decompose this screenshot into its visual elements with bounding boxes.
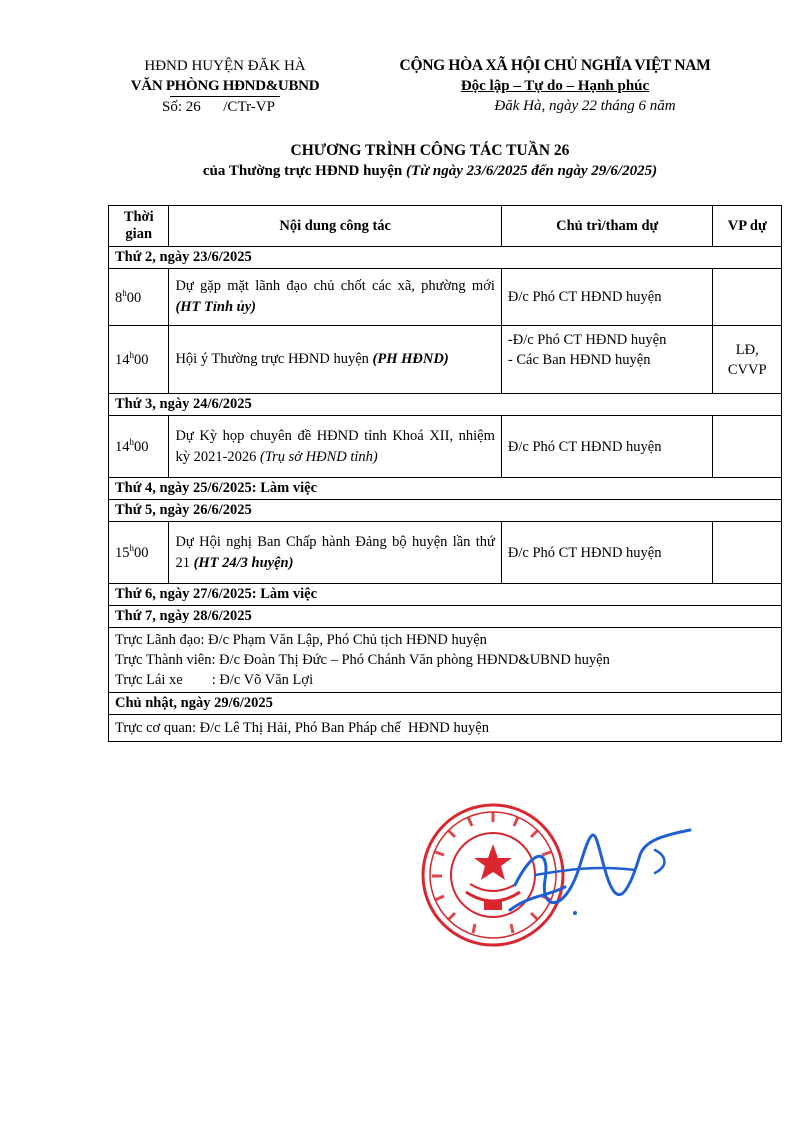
content-cell: Dự Hội nghị Ban Chấp hành Đảng bộ huyện lần thứ 21 (HT 24/3 huyện) bbox=[169, 522, 501, 584]
org-line-1: HĐND HUYỆN ĐĂK HÀ bbox=[144, 58, 306, 74]
table-row bbox=[109, 269, 782, 326]
day-label: Thứ 3, ngày 24/6/2025 bbox=[109, 394, 782, 416]
header-vp: VP dự bbox=[713, 206, 782, 247]
header-content: Nội dung công tác bbox=[169, 206, 501, 247]
time-cell: 14$^h$00 bbox=[109, 326, 169, 394]
duty-line: Trực Thành viên: Đ/c Đoàn Thị Đức – Phó Chánh Văn phòng HĐND&UBND huyện bbox=[115, 652, 610, 668]
org-line-2: VĂN PHÒNG HĐND&UBND bbox=[130, 78, 320, 94]
day-label: Chủ nhật, ngày 29/6/2025 bbox=[109, 693, 782, 715]
vp-cell bbox=[713, 416, 782, 478]
duty-cell bbox=[109, 628, 782, 693]
time-cell: 15$^h$00 bbox=[109, 522, 169, 584]
subtitle-range: (Từ ngày 23/6/2025 đến ngày 29/6/2025) bbox=[406, 163, 658, 179]
document-title: CHƯƠNG TRÌNH CÔNG TÁC TUẦN 26 bbox=[290, 142, 570, 159]
document-subtitle bbox=[0, 161, 800, 182]
table-header-row bbox=[109, 206, 782, 247]
nation-name: CỘNG HÒA XÃ HỘI CHỦ NGHĨA VIỆT NAM bbox=[399, 57, 711, 74]
doc-no-label: Số: 26 bbox=[162, 99, 201, 115]
day-label: Thứ 5, ngày 26/6/2025 bbox=[109, 500, 782, 522]
day-row bbox=[109, 247, 782, 269]
day-label: Thứ 6, ngày 27/6/2025: Làm việc bbox=[109, 584, 782, 606]
vp-cell bbox=[713, 269, 782, 326]
header-chair: Chủ trì/tham dự bbox=[501, 206, 713, 247]
table-row bbox=[109, 416, 782, 478]
duty-cell bbox=[109, 715, 782, 742]
schedule-table bbox=[108, 205, 782, 742]
day-label: Thứ 7, ngày 28/6/2025 bbox=[109, 606, 782, 628]
issue-date: Đăk Hà, ngày 22 tháng 6 năm bbox=[494, 98, 676, 114]
duty-line: Trực cơ quan: Đ/c Lê Thị Hải, Phó Ban Pháp chế HĐND huyện bbox=[115, 720, 489, 736]
day-row bbox=[109, 693, 782, 715]
document-number bbox=[105, 97, 345, 117]
day-row bbox=[109, 606, 782, 628]
day-row bbox=[109, 584, 782, 606]
vp-cell: LĐ, CVVP bbox=[713, 326, 782, 394]
time-cell: 8$^h$00 bbox=[109, 269, 169, 326]
duty-line: Trực Lái xe : Đ/c Võ Văn Lợi bbox=[115, 672, 314, 688]
vp-cell bbox=[713, 522, 782, 584]
national-header bbox=[360, 56, 750, 116]
time-cell: 14$^h$00 bbox=[109, 416, 169, 478]
signature-icon bbox=[505, 825, 705, 925]
chair-cell: Đ/c Phó CT HĐND huyện bbox=[501, 522, 713, 584]
chair-cell: Đ/c Phó CT HĐND huyện bbox=[501, 416, 713, 478]
issuing-organization bbox=[105, 56, 345, 117]
table-row bbox=[109, 628, 782, 693]
day-row bbox=[109, 478, 782, 500]
table-row bbox=[109, 715, 782, 742]
duty-line: Trực Lãnh đạo: Đ/c Phạm Văn Lập, Phó Chủ tịch HĐND huyện bbox=[115, 632, 487, 648]
table-row bbox=[109, 522, 782, 584]
day-label: Thứ 4, ngày 25/6/2025: Làm việc bbox=[109, 478, 782, 500]
content-cell: Dự gặp mặt lãnh đạo chủ chốt các xã, phường mới (HT Tỉnh ủy) bbox=[169, 269, 501, 326]
day-row bbox=[109, 500, 782, 522]
national-motto: Độc lập – Tự do – Hạnh phúc bbox=[460, 78, 650, 94]
header-time: Thời gian bbox=[109, 206, 169, 247]
day-label: Thứ 2, ngày 23/6/2025 bbox=[109, 247, 782, 269]
content-cell: Hội ý Thường trực HĐND huyện (PH HĐND) bbox=[169, 326, 501, 394]
doc-no-suffix: /CTr-VP bbox=[223, 99, 275, 115]
subtitle-main: của Thường trực HĐND huyện bbox=[202, 163, 403, 179]
day-row bbox=[109, 394, 782, 416]
chair-cell: -Đ/c Phó CT HĐND huyện - Các Ban HĐND huyện bbox=[501, 326, 713, 394]
content-cell: Dự Kỳ họp chuyên đề HĐND tỉnh Khoá XII, nhiệm kỳ 2021-2026 (Trụ sở HĐND tỉnh) bbox=[169, 416, 501, 478]
table-row bbox=[109, 326, 782, 394]
chair-cell: Đ/c Phó CT HĐND huyện bbox=[501, 269, 713, 326]
